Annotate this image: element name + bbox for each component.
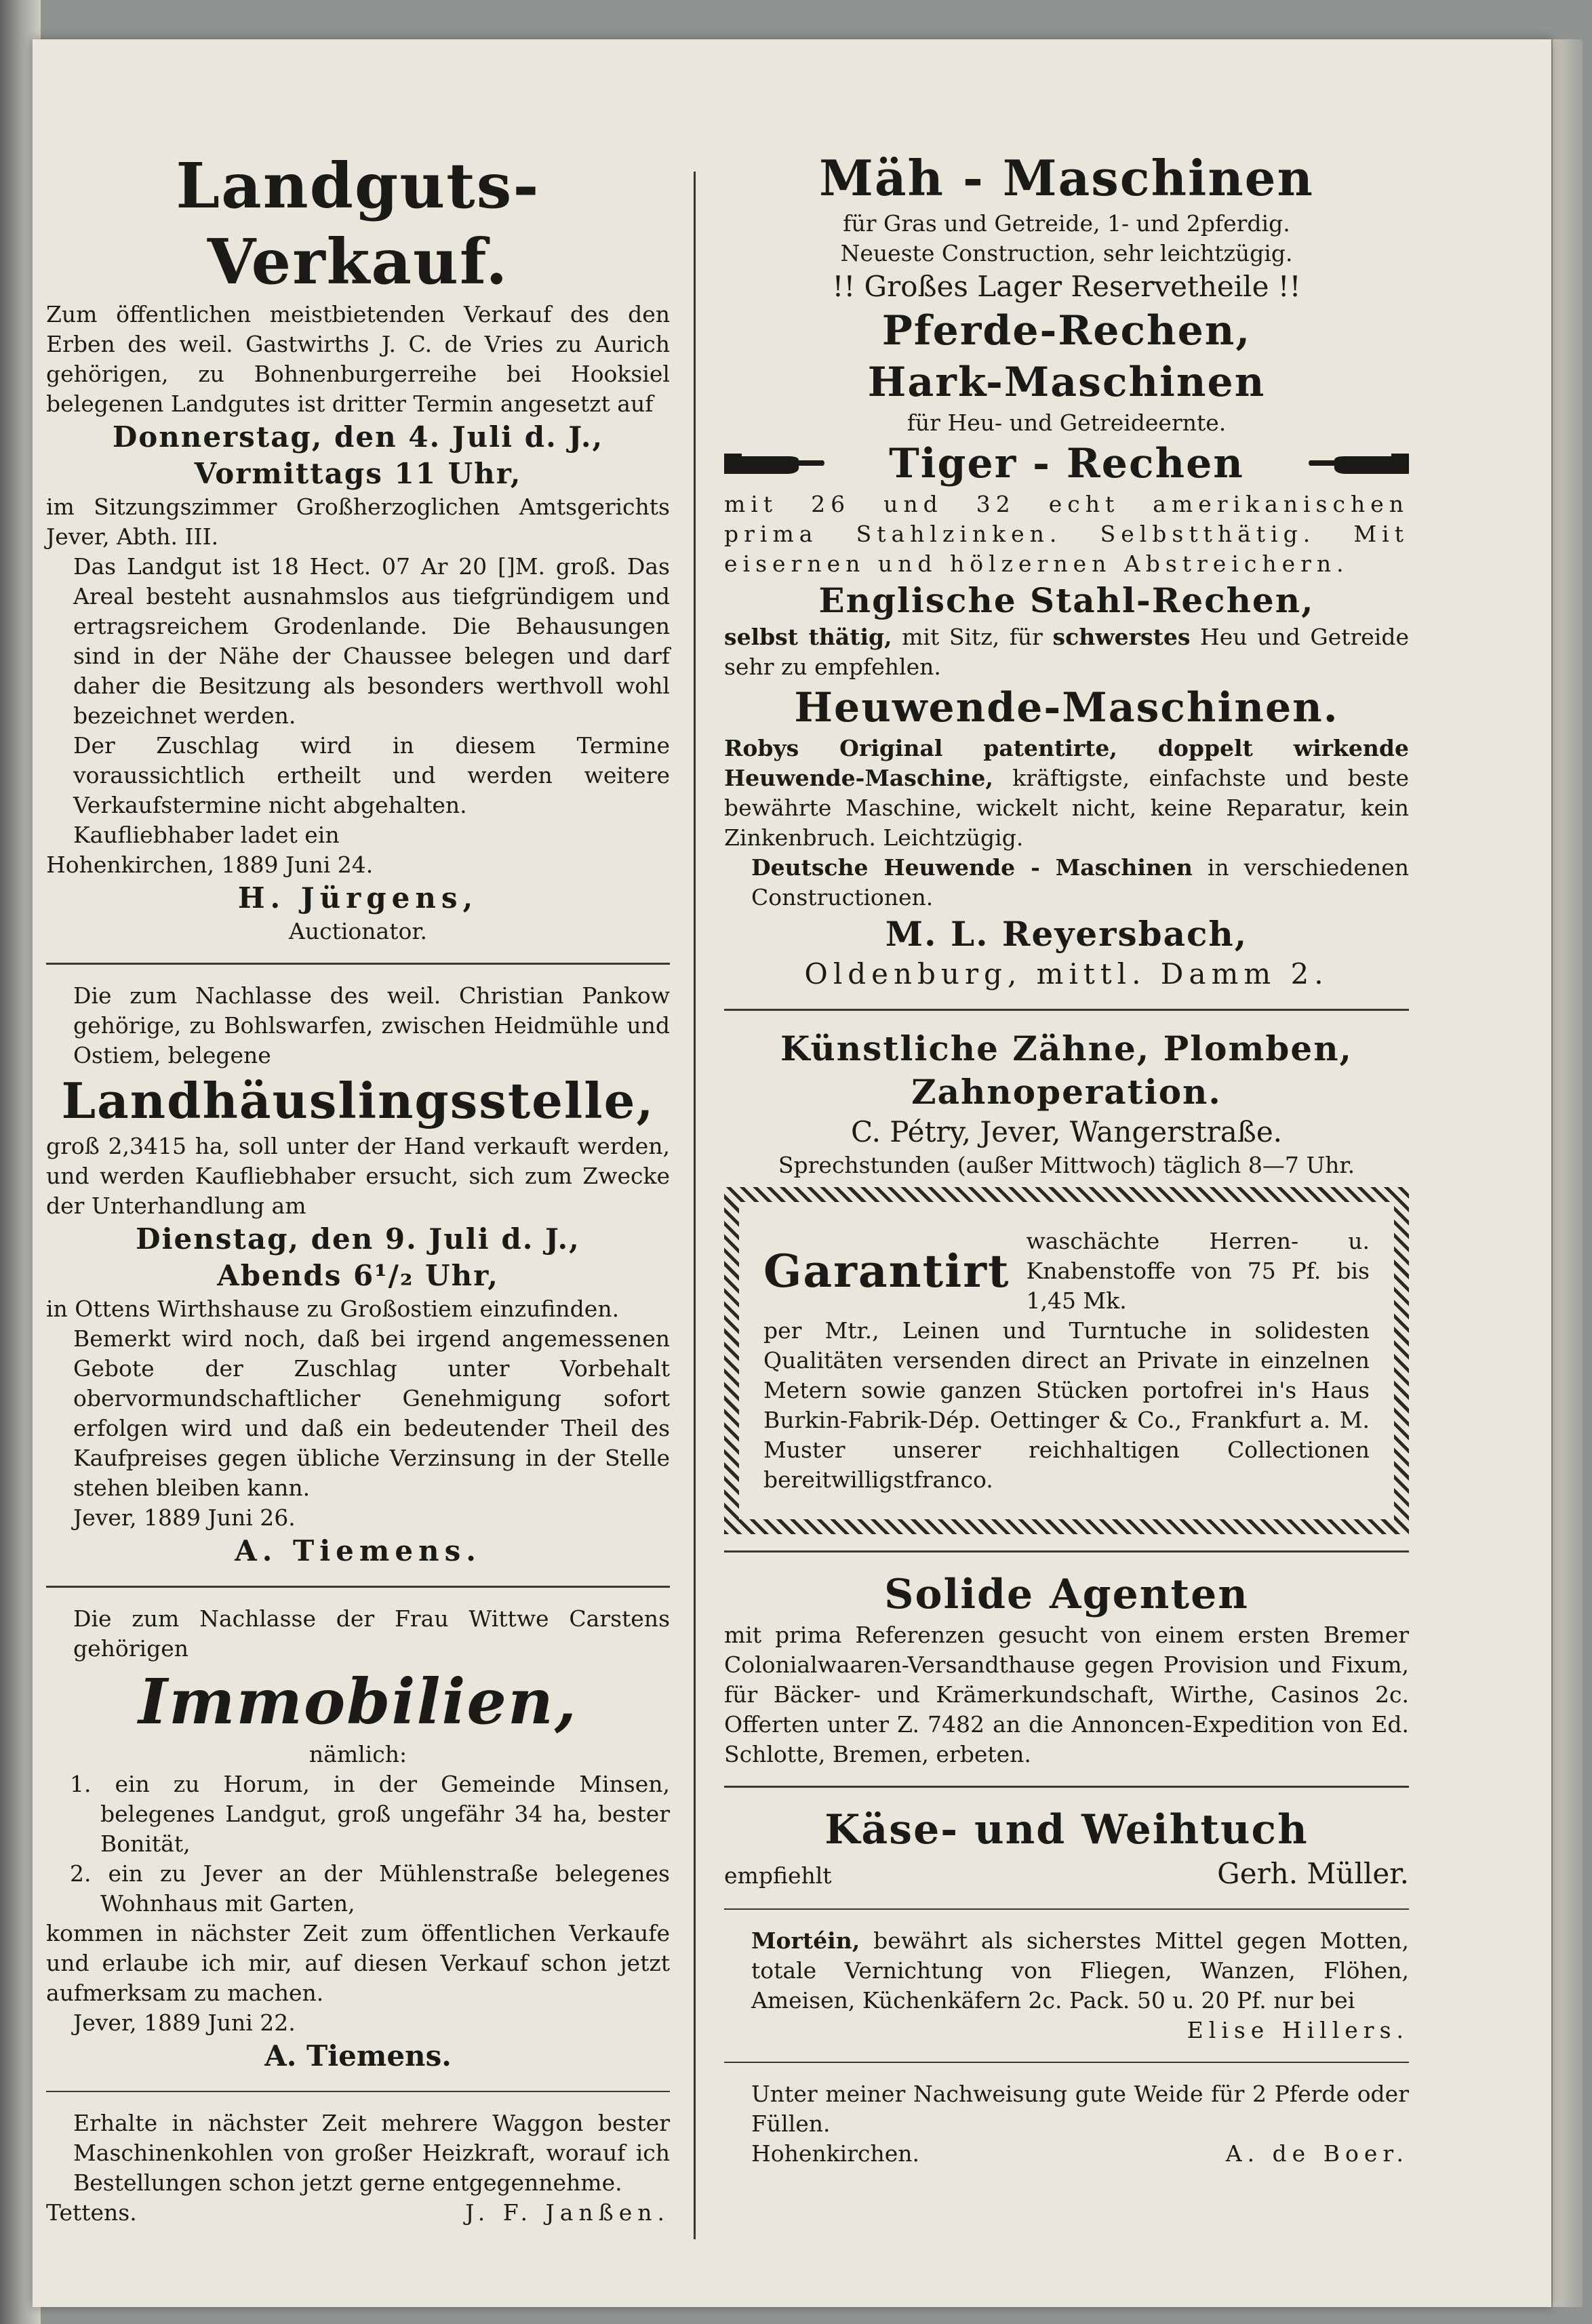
ad-title: Garantirt [763,1245,1010,1298]
ad-signer: Gerh. Müller. [1217,1857,1409,1890]
ad-paragraph [724,734,1409,853]
left-column [46,148,670,2228]
ad-place-date: Jever, 1889 Juni 26. [73,1504,296,1531]
ad-title: Pferde-Rechen, [881,307,1252,355]
ad-line: !! Großes Lager Reservetheile !! [832,270,1301,303]
ad-text: kräftigste, einfachste und beste bewährte Maschine, wickelt nicht, keine Reparatur, kein Zinkenbruch. Leichtzügig. [724,765,1409,851]
ad-paragraph: in Ottens Wirthshause zu Großostiem einzufinden. [46,1296,620,1322]
ad-intro: Zum öffentlichen meistbietenden Verkauf des den Erben des weil. Gastwirths J. C. de Vries zu Aurich gehörigen, zu Bohnenburgerreihe bei Hooksiel belegenen Landgutes ist dritter Termin angesetzt auf [46,301,670,417]
ad-paragraph [724,853,1409,913]
ad-bold-text: schwerstes [1052,624,1191,650]
ad-title: Tiger - Rechen [889,440,1244,487]
ad-title: Immobilien, [138,1665,578,1738]
ad-date: Dienstag, den 9. Juli d. J., [136,1222,580,1256]
ad-bold-text: Robys Original patentirte, doppelt wirkende Heuwende-Maschine, [724,735,1409,791]
ad-signer: A. de Boer. [1225,2140,1409,2167]
ad-place-date: Hohenkirchen, 1889 Juni 24. [46,852,374,878]
ad-immobilien [46,1604,670,2075]
pointing-hand-left-icon [1307,444,1409,483]
ad-paragraph: Bemerkt wird noch, daß bei irgend angemessenen Gebote der Zuschlag unter Vorbehalt obervormundschaftlicher Genehmigung sofort erfolgen wird und daß ein bedeutender Theil des Kaufpreises gegen übliche Verzinsung in der Stelle stehen bleiben kann. [73,1325,670,1501]
ad-text: mit Sitz, für [892,624,1053,650]
ad-garantirt-bordered [724,1187,1409,1534]
ad-bold-text: Deutsche Heuwende - Maschinen [751,854,1193,881]
ad-paragraph: Kaufliebhaber ladet ein [73,822,340,848]
ad-text: in verschiedenen Constructionen. [751,854,1409,910]
ad-bold-text: selbst thätig, [724,624,892,650]
ad-footer-row [724,2139,1409,2169]
ad-separator [724,1550,1409,1552]
ad-time: Abends 6¹/₂ Uhr, [217,1259,499,1292]
ad-paragraph: mit 26 und 32 echt amerikanischen prima Stahlzinken. Selbstthätig. Mit eisernen und hölzernen Abstreichern. [724,491,1409,577]
ad-signer: A. Tiemens. [235,1534,481,1567]
ad-title: Käse- und Weihtuch [824,1806,1309,1854]
ad-firm: M. L. Reyersbach, [885,914,1248,954]
ad-footer-row [724,1856,1409,1892]
ad-separator [724,1009,1409,1011]
ad-paragraph: mit prima Referenzen gesucht von einem ersten Bremer Colonialwaaren-Versandthause gegen Provision und Fixum, für Bäcker- und Krämerkundschaft, Wirthe, Casinos 2c. Offerten unter Z. 7482 an die Annoncen-Expedition von Ed. Schlotte, Bremen, erbeten. [724,1622,1409,1767]
ad-solide-agenten [724,1569,1409,1769]
ad-place: Tettens. [46,2199,137,2226]
ad-separator [46,2091,670,2092]
ad-paragraph: Der Zuschlag wird in diesem Termine voraussichtlich ertheilt und werden weitere Verkaufstermine nicht abgehalten. [73,732,670,818]
ad-separator [46,963,670,965]
ad-paragraph: per Mtr., Leinen und Turntuche in solidesten Qualitäten versenden direct an Private in einzelnen Metern sowie ganzen Stücken portofrei in's Haus Burkin-Fabrik-Dép. Oettinger & Co., Frankfurt a. M. Muster unserer reichhaltigen Collectionen bereitwilligstfranco. [763,1317,1370,1493]
ad-signer: Elise Hillers. [1187,2017,1409,2043]
ad-paragraph: kommen in nächster Zeit zum öffentlichen Verkaufe und erlaube ich mir, auf diesen Verkauf schon jetzt aufmerksam zu machen. [46,1920,670,2006]
ad-date: Donnerstag, den 4. Juli d. J., [112,420,604,454]
ad-intro: Die zum Nachlasse des weil. Christian Pankow gehörige, zu Bohlswarfen, zwischen Heidmühle und Ostiem, belegene [73,982,670,1068]
ad-paragraph: Erhalte in nächster Zeit mehrere Waggon bester Maschinenkohlen von großer Heizkraft, worauf ich Bestellungen schon jetzt gerne entgegennehme. [73,2110,670,2196]
ad-title-row [724,438,1409,489]
ad-place: Hohenkirchen. [751,2140,920,2167]
ad-signer: A. Tiemens. [264,2039,452,2072]
ad-paragraph: Das Landgut ist 18 Hect. 07 Ar 20 []M. groß. Das Areal besteht ausnahmslos aus tiefgründigem und ertragsreichem Grodenlande. Die Behausungen sind in der Nähe der Chaussee belegen und darf daher die Besitzung als besonders werthvoll wohl bezeichnet werden. [73,553,670,729]
ad-head [763,1226,1370,1316]
ad-title: Englische Stahl-Rechen, [818,580,1315,620]
ad-separator [724,1786,1409,1788]
right-column [724,148,1409,2169]
ad-title: Zahnoperation. [911,1072,1222,1112]
ad-zaehne [724,1027,1409,1180]
ad-line: Sprechstunden (außer Mittwoch) täglich 8—7 Uhr. [778,1152,1355,1178]
page-edge-shadow [1553,39,1583,2307]
ad-landhaeuslingsstelle [46,981,670,1569]
newspaper-page [33,39,1551,2307]
ad-place: im Sitzungszimmer Großherzoglichen Amtsgerichts Jever, Abth. III. [46,494,670,550]
ad-landguts-verkauf [46,148,670,946]
ad-separator [724,1908,1409,1910]
ad-line: C. Pétry, Jever, Wangerstraße. [850,1115,1283,1148]
ad-maeh-maschinen [724,148,1409,993]
ad-paragraph: Unter meiner Nachweisung gute Weide für 2 Pferde oder Füllen. [751,2081,1409,2137]
ad-line: Neueste Construction, sehr leichtzügig. [840,240,1293,266]
ad-intro: Die zum Nachlasse der Frau Wittwe Carstens gehörigen [73,1605,670,1662]
ad-bold-text: Mortéin, [751,1927,860,1954]
ad-head-text: waschächte Herren- u. Knabenstoffe von 75 Pf. bis 1,45 Mk. [1026,1228,1370,1314]
ad-weide [724,2079,1409,2169]
ad-list-item: 2. ein zu Jever an der Mühlenstraße belegenes Wohnhaus mit Garten, [70,1860,670,1917]
ad-signer: J. F. Janßen. [465,2199,670,2226]
ad-separator [46,1586,670,1588]
ad-paragraph [724,1926,1409,2016]
ad-title: Heuwende-Maschinen. [794,684,1339,732]
ad-time: Vormittags 11 Uhr, [194,457,522,490]
ad-line: für Gras und Getreide, 1- und 2pferdig. [843,210,1290,237]
ad-line: empfiehlt [724,1862,832,1889]
ad-text: Heu und Getreide sehr zu empfehlen. [724,624,1410,680]
ad-title: Landguts-Verkauf. [176,149,540,298]
ad-footer-row [46,2198,670,2228]
ad-maschinenkohlen [46,2108,670,2228]
ad-list-item: 1. ein zu Horum, in der Gemeinde Minsen, belegenes Landgut, groß ungefähr 34 ha, bester Bonität, [70,1771,670,1857]
ad-signer: H. Jürgens, [237,881,479,915]
ad-text: bewährt als sicherstes Mittel gegen Motten, totale Vernichtung von Fliegen, Wanzen, Flöhen, Ameisen, Küchenkäfern 2c. Pack. 50 u. 20 Pf. nur bei [751,1927,1409,2014]
ad-kaese-weihtuch [724,1804,1409,1892]
ad-place-date: Jever, 1889 Juni 22. [73,2009,296,2036]
ad-title: Landhäuslingsstelle, [61,1072,655,1129]
ad-separator [724,2062,1409,2063]
ad-line: für Heu- und Getreideernte. [907,409,1227,436]
ad-paragraph [724,622,1409,682]
ad-title: Mäh - Maschinen [819,149,1314,207]
ad-firm-place: Oldenburg, mittl. Damm 2. [804,957,1329,990]
ad-title: Solide Agenten [884,1571,1249,1618]
column-divider [694,172,696,2239]
pointing-hand-right-icon [724,444,826,483]
ad-title: Hark-Maschinen [867,359,1266,406]
ad-signer-role: Auctionator. [289,918,427,944]
ad-paragraph: groß 2,3415 ha, soll unter der Hand verkauft werden, und werden Kaufliebhaber ersucht, sich zum Zwecke der Unterhandlung am [46,1133,670,1219]
ad-mortein [724,1926,1409,2045]
ad-title: Künstliche Zähne, Plomben, [780,1028,1353,1068]
ad-subtitle: nämlich: [309,1741,407,1767]
